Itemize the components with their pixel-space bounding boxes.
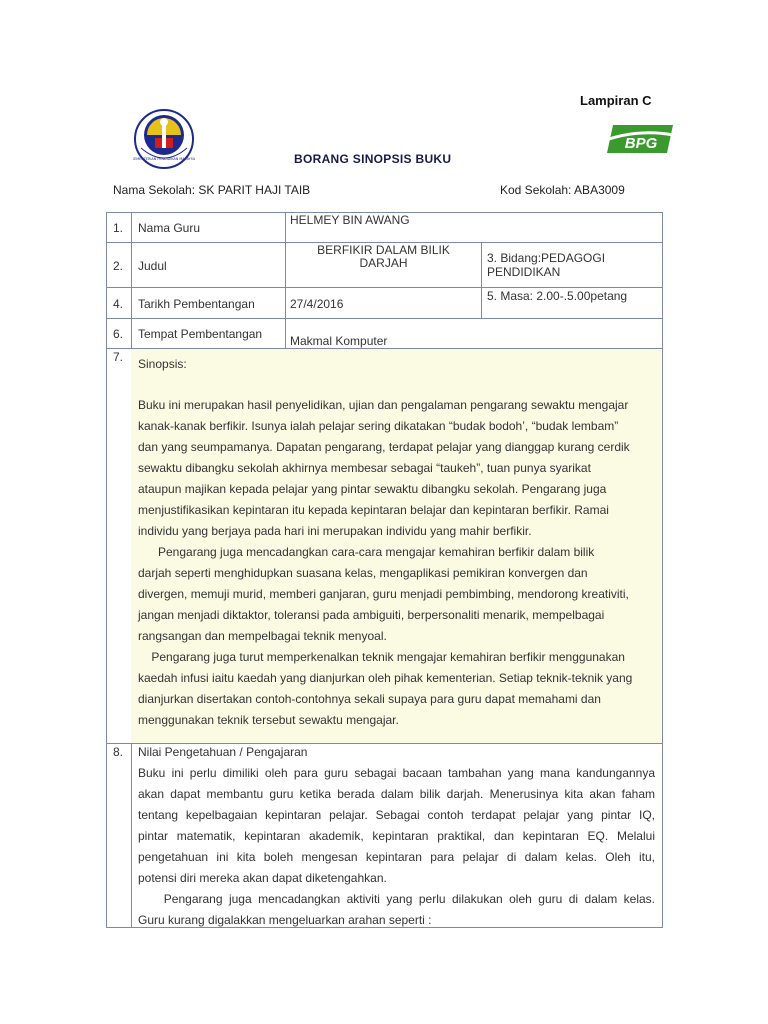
synopsis-line: dianjurkan disertakan contoh-contohnya sekali supaya para guru dapat memahami dan xyxy=(138,692,601,706)
field-line: PENDIDIKAN xyxy=(487,265,561,279)
time-value: 5. Masa: 2.00-.5.00petang xyxy=(487,289,628,303)
synopsis-line: menjustifikasikan kepintaran itu kepada kepintaran belajar dan kepintaran berfikir. Ramai xyxy=(138,503,609,517)
teacher-name-label: Nama Guru xyxy=(138,221,201,235)
school-name: Nama Sekolah: SK PARIT HAJI TAIB xyxy=(113,183,311,197)
teacher-name-value: HELMEY BIN AWANG xyxy=(290,213,410,227)
value-line: Guru kurang digalakkan mengeluarkan arahan seperti : xyxy=(138,913,432,927)
synopsis-line: kanak-kanak berfikir. Isunya ialah pelajar sering dikatakan “budak bodoh’, “budak lembam” xyxy=(138,419,619,433)
row-number: 2. xyxy=(113,259,124,273)
synopsis-line: menggunakan teknik tersebut sewaktu mengajar. xyxy=(138,713,399,727)
book-title-line: DARJAH xyxy=(359,256,408,270)
knowledge-value-text xyxy=(138,763,655,931)
venue-label: Tempat Pembentangan xyxy=(138,327,263,341)
synopsis-line: Pengarang juga turut memperkenalkan teknik mengajar kemahiran berfikir menggunakan xyxy=(138,650,625,664)
synopsis-line: dan yang seumpamanya. Dapatan pengarang, terdapat pelajar yang dianggap kurang cerdik xyxy=(138,440,630,454)
venue-value: Makmal Komputer xyxy=(290,334,388,348)
bpg-logo-icon xyxy=(607,121,675,157)
lampiran-label: Lampiran C xyxy=(580,93,652,108)
synopsis-label: Sinopsis: xyxy=(138,357,187,371)
row-number: 1. xyxy=(113,221,124,235)
synopsis-line: darjah seperti menghidupkan suasana kelas, mengaplikasi pemikiran konvergen dan xyxy=(138,566,588,580)
synopsis-line: Pengarang juga mencadangkan cara-cara mengajar kemahiran berfikir dalam bilik xyxy=(138,545,595,559)
value-line: akan dapat membantu guru ketika berada dalam bilik darjah. Menerusinya kita akan faham xyxy=(138,787,655,801)
row-number: 7. xyxy=(113,350,124,364)
ministry-education-logo-icon xyxy=(133,108,195,170)
field-value xyxy=(487,251,605,279)
title-label: Judul xyxy=(138,259,167,273)
value-line: Buku ini perlu dimiliki oleh para guru sebagai bacaan tambahan yang mana kandungannya xyxy=(138,766,655,780)
value-line: pintar matematik, kepintaran akademik, kepintaran praktikal, dan kepintaran EQ. Melalui xyxy=(138,829,655,843)
row-number: 6. xyxy=(113,327,124,341)
presentation-date-value: 27/4/2016 xyxy=(290,297,344,311)
form-title: BORANG SINOPSIS BUKU xyxy=(294,152,452,166)
value-line: pengetahuan ini kita boleh mengesan kepintaran para pelajar di dalam kelas. Oleh itu, xyxy=(138,850,655,864)
value-line: tentang kepelbagaian kepintaran pelajar. Sebagai contoh terdapat pelajar yang pintar IQ, xyxy=(138,808,655,822)
value-line: Pengarang juga mencadangkan aktiviti yang perlu dilakukan oleh guru di dalam kelas. xyxy=(138,892,655,906)
book-title-value xyxy=(286,244,481,270)
synopsis-line: individu yang berjaya pada hari ini merupakan individu yang mahir berfikir. xyxy=(138,524,532,538)
synopsis-line: sewaktu dibangku sekolah akhirnya membesar sebagai “taukeh”, tuan punya syarikat xyxy=(138,461,591,475)
synopsis-line: kaedah infusi iaitu kaedah yang dianjurkan oleh pihak kementerian. Setiap teknik-teknik yang xyxy=(138,671,633,685)
synopsis-line: Buku ini merupakan hasil penyelidikan, ujian dan pengalaman pengarang sewaktu mengajar xyxy=(138,398,629,412)
bpg-logo-text: BPG xyxy=(624,135,658,152)
synopsis-line: jangan menjadi diktaktor, toleransi pada ambiguiti, berpersonaliti menarik, mempelbagai xyxy=(138,608,605,622)
value-line: potensi diri mereka akan dapat diketengahkan. xyxy=(138,871,387,885)
synopsis-text xyxy=(138,395,632,731)
row-number: 4. xyxy=(113,297,124,311)
knowledge-value-label: Nilai Pengetahuan / Pengajaran xyxy=(138,745,308,759)
synopsis-line: ataupun majikan kepada pelajar yang pintar sewaktu dibangku sekolah. Pengarang juga xyxy=(138,482,607,496)
row-number: 8. xyxy=(113,745,124,759)
presentation-date-label: Tarikh Pembentangan xyxy=(138,297,255,311)
school-code: Kod Sekolah: ABA3009 xyxy=(500,183,625,197)
book-title-line: BERFIKIR DALAM BILIK xyxy=(317,243,450,257)
synopsis-line: rangsangan dan mempelbagai teknik menyoal. xyxy=(138,629,387,643)
synopsis-line: divergen, memuji murid, memberi ganjaran, guru menjadi pembimbing, mendorong kreativiti, xyxy=(138,587,629,601)
ministry-logo-text: KEMENTERIAN PENDIDIKAN MALAYSIA xyxy=(133,157,195,161)
field-line: 3. Bidang:PEDAGOGI xyxy=(487,251,606,265)
